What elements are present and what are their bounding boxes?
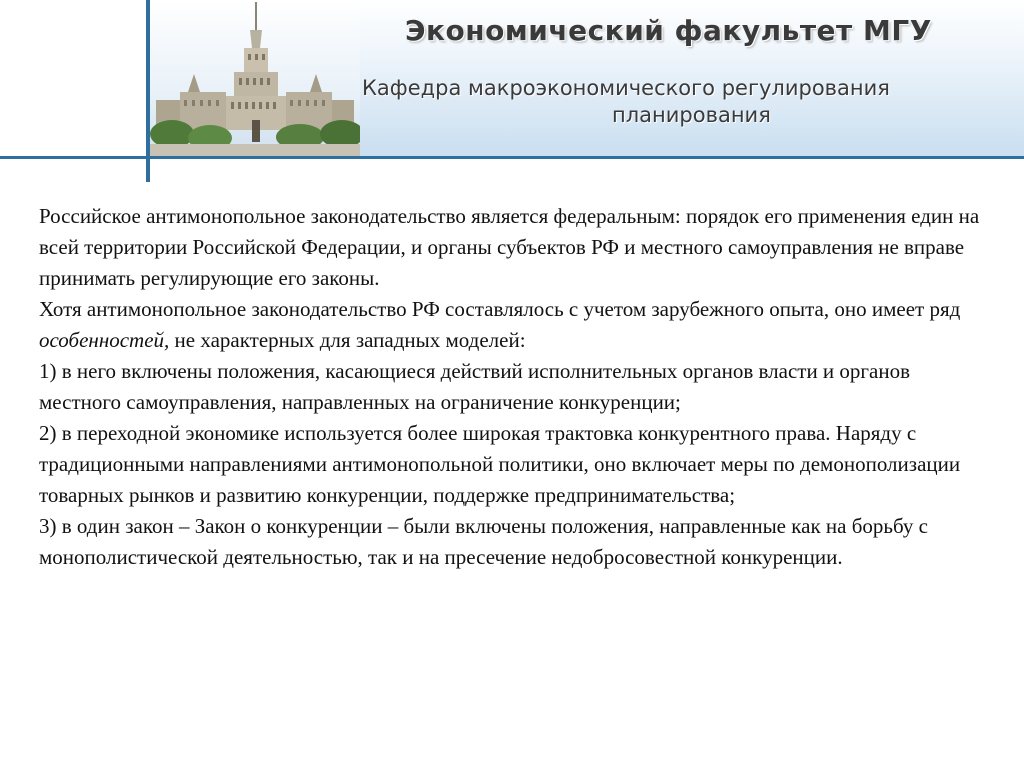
features-intro-text: Хотя антимонопольное законодательство РФ составлялось с учетом зарубежного опыта, оно имеет ряд xyxy=(39,297,961,321)
paragraph-federal-law: Российское антимонопольное законодательство является федеральным: порядок его применения един на всей территории Российской Федерации, и органы субъектов РФ и местного самоуправления не вправе принимать регулирующие его законы. xyxy=(39,204,980,290)
faculty-title: Экономический факультет МГУ xyxy=(405,14,932,47)
header-divider-vertical xyxy=(146,0,150,182)
header-divider-horizontal xyxy=(0,156,1024,159)
slide-body xyxy=(39,201,989,573)
department-title-line1: Кафедра макроэкономического регулирования xyxy=(362,76,890,100)
list-item-2: 2) в переходной экономике используется более широкая трактовка конкурентного права. Наряду с традиционными направлениями антимонопольной политики, оно включает меры по демонополизации товарных рынков и развитию конкуренции, поддержке предпринимательства; xyxy=(39,421,961,507)
list-item-1: 1) в него включены положения, касающиеся действий исполнительных органов власти и органов местного самоуправления, направленных на ограничение конкуренции; xyxy=(39,359,911,414)
paragraph-features-intro xyxy=(39,294,989,356)
department-title-line2: планирования xyxy=(612,103,771,127)
features-intro-tail: не характерных для западных моделей: xyxy=(169,328,526,352)
list-item-3: 3) в один закон – Закон о конкуренции – были включены положения, направленные как на борьбу с монополистической деятельностью, так и на пресечение недобросовестной конкуренции. xyxy=(39,514,928,569)
features-emphasis: особенностей, xyxy=(39,328,170,352)
msu-building-image xyxy=(150,0,360,157)
